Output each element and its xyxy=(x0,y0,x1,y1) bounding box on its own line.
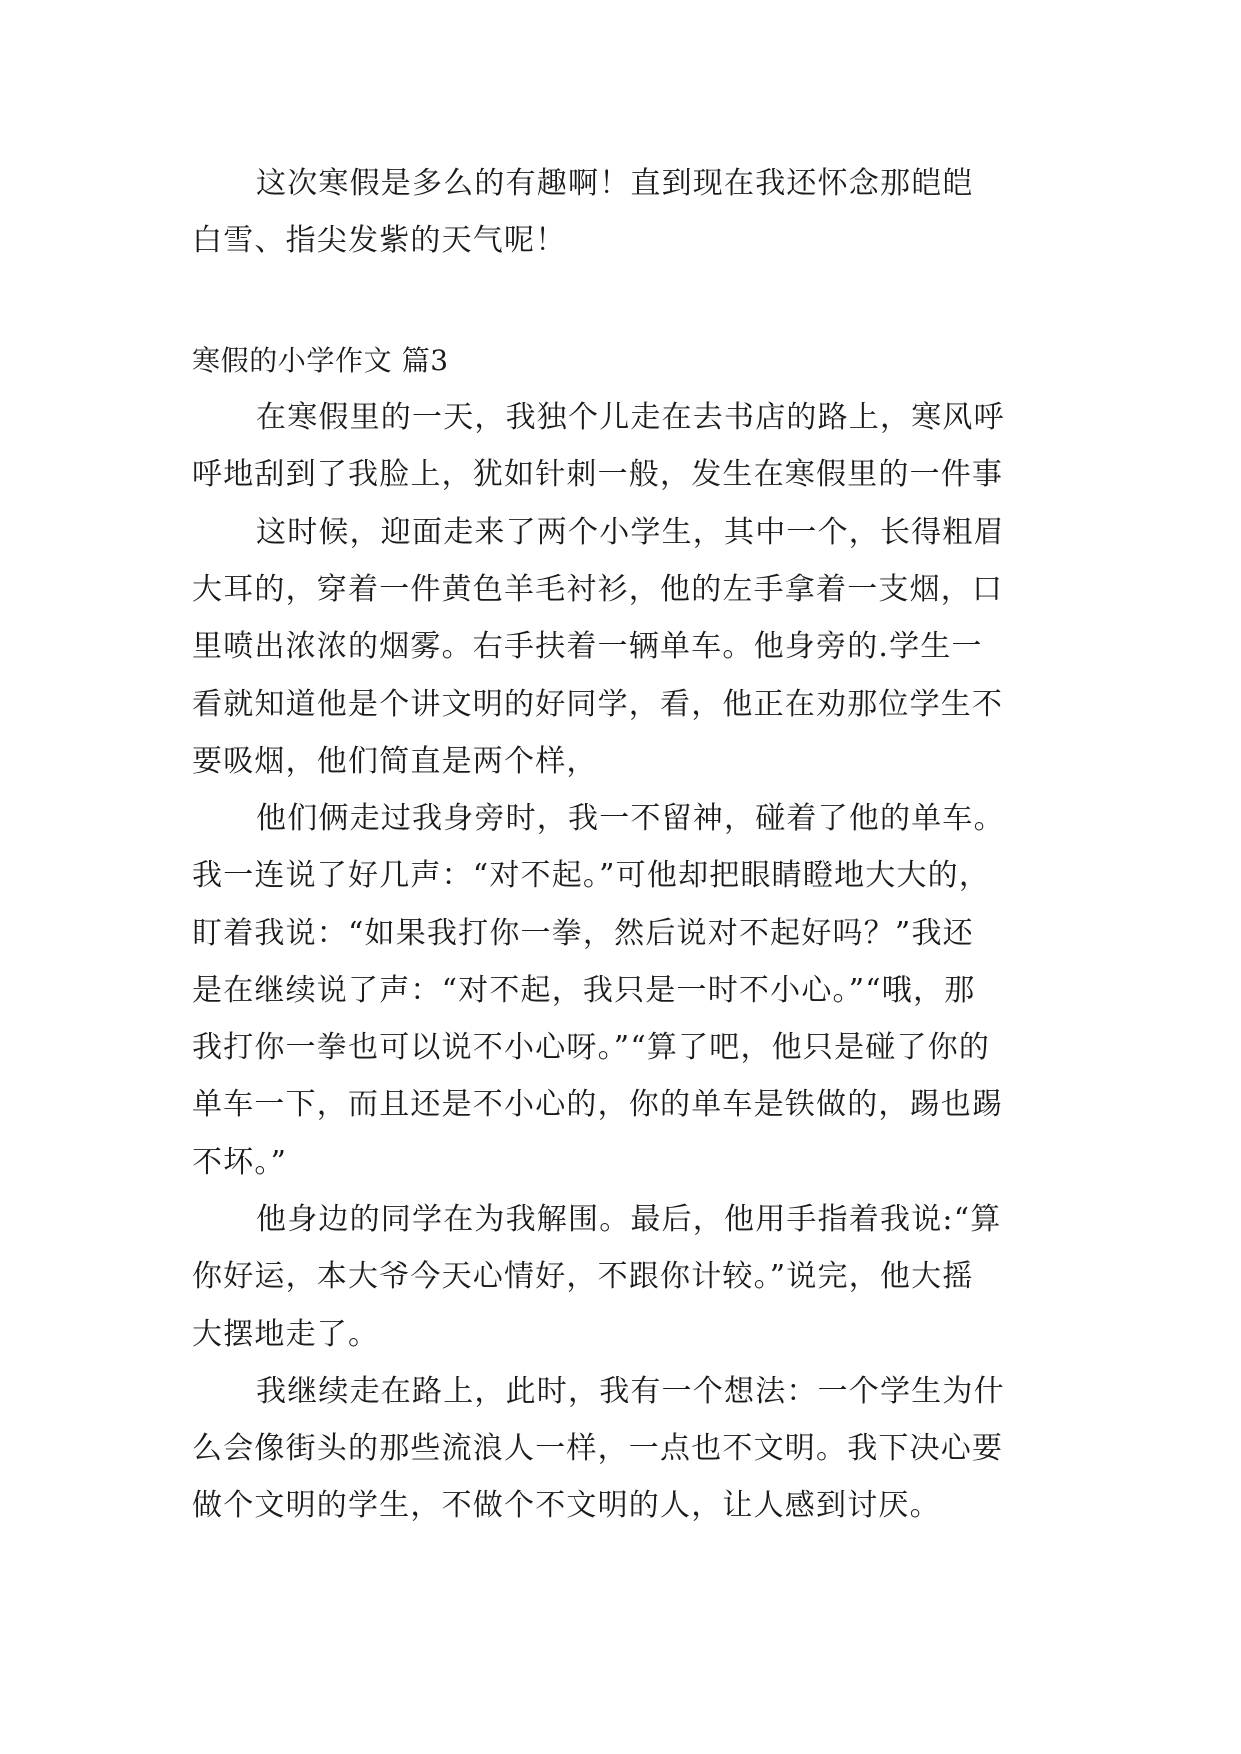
paragraph-6-line-1: 我继续走在路上，此时，我有一个想法：一个学生为什 xyxy=(256,1374,1005,1409)
paragraph-4-line-4: 是在继续说了声：“对不起，我只是一时不小心。”“哦，那 xyxy=(192,973,976,1008)
paragraph-5-line-1: 他身边的同学在为我解围。最后，他用手指着我说:“算 xyxy=(256,1202,1002,1237)
paragraph-1-line-1: 这次寒假是多么的有趣啊！直到现在我还怀念那皑皑 xyxy=(256,166,974,201)
paragraph-1-line-2: 白雪、指尖发紫的天气呢！ xyxy=(192,223,567,258)
paragraph-4-line-1: 他们俩走过我身旁时，我一不留神，碰着了他的单车。 xyxy=(256,801,1005,836)
paragraph-6-line-2: 么会像街头的那些流浪人一样，一点也不文明。我下决心要 xyxy=(192,1431,1004,1466)
paragraph-4-line-3: 盯着我说：“如果我打你一拳，然后说对不起好吗？”我还 xyxy=(192,916,974,951)
paragraph-5-line-3: 大摆地走了。 xyxy=(192,1317,380,1352)
paragraph-3-line-1: 这时候，迎面走来了两个小学生，其中一个，长得粗眉 xyxy=(256,515,1005,550)
section-heading: 寒假的小学作文 篇3 xyxy=(192,344,449,377)
paragraph-5-line-2: 你好运，本大爷今天心情好，不跟你计较。”说完，他大摇 xyxy=(192,1259,974,1294)
paragraph-3-line-2: 大耳的，穿着一件黄色羊毛衬衫，他的左手拿着一支烟，口 xyxy=(192,572,1004,607)
paragraph-4-line-6: 单车一下，而且还是不小心的，你的单车是铁做的，踢也踢 xyxy=(192,1087,1004,1122)
paragraph-4-line-5: 我打你一拳也可以说不小心呀。”“算了吧，他只是碰了你的 xyxy=(192,1030,991,1065)
paragraph-2-line-2: 呼地刮到了我脸上，犹如针刺一般，发生在寒假里的一件事 xyxy=(192,457,1004,492)
paragraph-3-line-4: 看就知道他是个讲文明的好同学，看，他正在劝那位学生不 xyxy=(192,687,1004,722)
paragraph-6-line-3: 做个文明的学生，不做个不文明的人，让人感到讨厌。 xyxy=(192,1488,941,1523)
paragraph-4-line-2: 我一连说了好几声：“对不起。”可他却把眼睛瞪地大大的， xyxy=(192,858,991,893)
paragraph-3-line-5: 要吸烟，他们简直是两个样， xyxy=(192,744,598,779)
paragraph-4-line-7: 不坏。” xyxy=(192,1145,288,1180)
paragraph-2-line-1: 在寒假里的一天，我独个儿走在去书店的路上，寒风呼 xyxy=(256,400,1005,435)
paragraph-3-line-3: 里喷出浓浓的烟雾。右手扶着一辆单车。他身旁的.学生一 xyxy=(192,629,983,664)
